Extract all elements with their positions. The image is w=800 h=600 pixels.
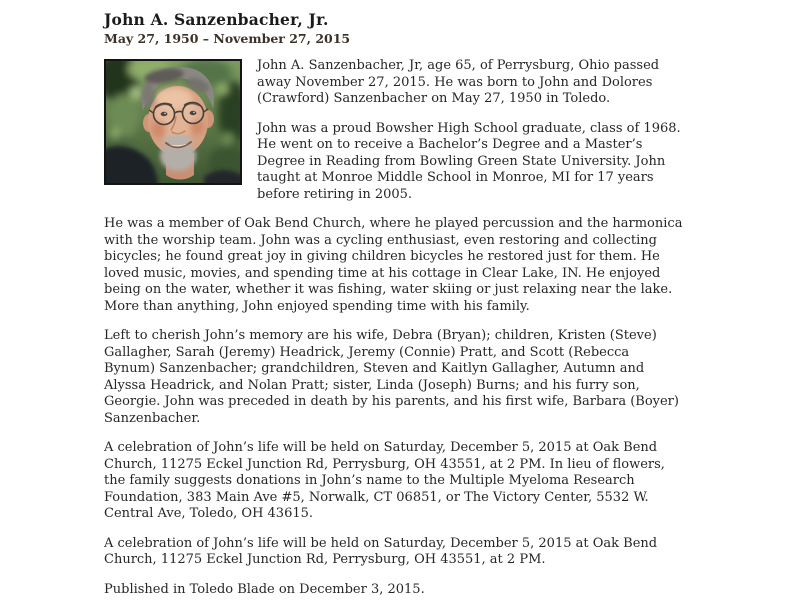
life-dates: May 27, 1950 – November 27, 2015 [104,31,351,46]
paragraph-celebration-repeat: A celebration of John’s life will be held on Saturday, December 5, 2015 at Oak Bend Church, 11275 Eckel Junction Rd, Perrysburg, OH 43551, at 2 PM. [104,535,658,567]
page-title: John A. Sanzenbacher, Jr. [104,10,329,29]
paragraph-life: He was a member of Oak Bend Church, where he played percussion and the harmonica with the worship team. John was a cycling enthusiast, even restoring and collecting bicycles; he found great joy in giving children bicycles he restored just for them. He loved music, movies, and spending time at his cottage in Clear Lake, IN. He enjoyed being on the water, whether it was fishing, water skiing or just relaxing near the lake. More than anything, John enjoyed spending time with his family. [104,216,683,314]
obituary-content [104,10,684,598]
paragraph-education: John was a proud Bowsher High School graduate, class of 1968. He went on to receive a Bachelor’s Degree and a Master’s Degree in Reading from Bowling Green State University. John taught at Monroe Middle School in Monroe, MI for 17 years before retiring in 2005. [257,120,681,202]
portrait-photo-illustration [106,61,240,183]
obituary-body [104,58,684,598]
paragraph-family: Left to cherish John’s memory are his wife, Debra (Bryan); children, Kristen (Steve) Gallagher, Sarah (Jeremy) Headrick, Jeremy (Connie) Pratt, and Scott (Rebecca Bynum) Sanzenbacher; grandchildren, Steven and Kaitlyn Gallagher, Autumn and Alyssa Headrick, and Nolan Pratt; sister, Linda (Joseph) Burns; and his furry son, Georgie. John was preceded in death by his parents, and his first wife, Barbara (Boyer) Sanzenbacher. [104,328,679,426]
portrait-photo [104,59,242,185]
paragraph-celebration-details: A celebration of John’s life will be held on Saturday, December 5, 2015 at Oak Bend Church, 11275 Eckel Junction Rd, Perrysburg, OH 43551, at 2 PM. In lieu of flowers, the family suggests donations in John’s name to the Multiple Myeloma Research Foundation, 383 Main Ave #5, Norwalk, CT 06851, or The Victory Center, 5532 W. Central Ave, Toledo, OH 43615. [104,440,665,521]
paragraph-published: Published in Toledo Blade on December 3, 2015. [104,581,425,597]
paragraph-intro: John A. Sanzenbacher, Jr, age 65, of Perrysburg, Ohio passed away November 27, 2015. He was born to John and Dolores (Crawford) Sanzenbacher on May 27, 1950 in Toledo. [257,58,660,106]
